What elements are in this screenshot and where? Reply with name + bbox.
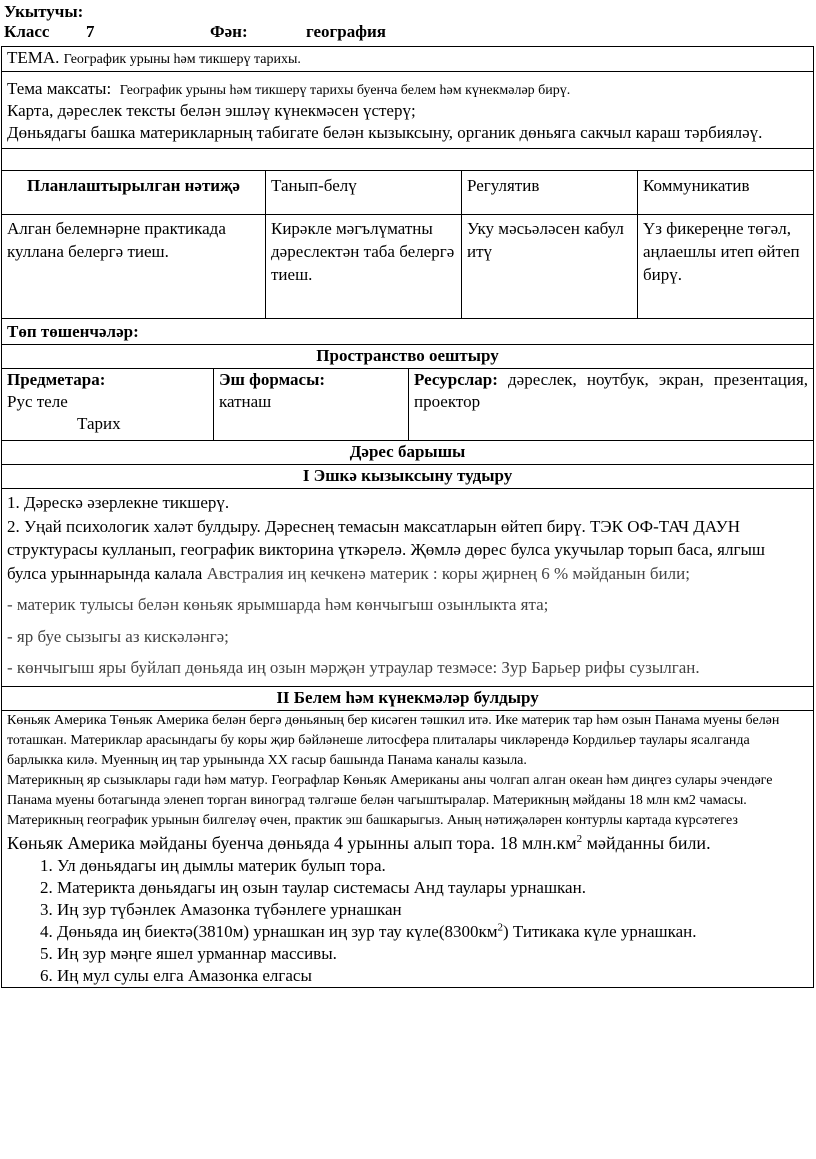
basics-label: Төп төшенчәләр: (2, 319, 814, 345)
class-label: Класс (4, 22, 50, 41)
results-cell-cognitive: Кирәкле мәгълүматны дәреслектән таба белергә тиеш. (266, 215, 462, 319)
results-header-row (2, 171, 814, 215)
goals-line3: Дөньядагы башка материкларның табигате белән кызыксыну, органик дөньяга сакчыл караш тәрбияләү. (7, 123, 763, 142)
stage1-p2a: 2. Уңай психологик халәт булдыру. Дәреснең темасын максатларын өйтеп бирү. ТЭК ОФ-ТАЧ ДАУН структурасы кулланып, географик викторина үткәрелә. Җөмлә дөрес булса укучылар торып баса, ялгыш булса урыннарында калала (7, 516, 765, 583)
list-item-4-sup: 2 (497, 920, 504, 933)
class-value: 7 (86, 22, 95, 41)
results-cell-communicative: Үз фикереңне төгәл, аңлаешлы итеп өйтеп бирү. (638, 215, 814, 319)
tema-value: Географик урыны һәм тикшерү тарихы. (63, 52, 301, 67)
stage2-p1: Көньяк Америка Төньяк Америка белән бергә дөньяның бер кисәген тәшкил итә. Ике материк тар һәм озын Панама муены белән тоташкан. Материклар арасындагы бу коры җир бәйләнеше литосфера плиталары чикләрендә Кордильер таулары ясалганда барлыкка килә. Муенның иң тар урынында XX гасыр башында Панама каналы казыла. (7, 712, 780, 768)
list-item-4-text: Дөньяда иң биектә(3810м) урнашкан иң зур тау күле(8300км (57, 921, 498, 941)
space-title: Пространство оештыру (2, 345, 814, 369)
list-item: 1. Ул дөньядагы иң дымлы материк булып тора. (57, 855, 808, 877)
list-item: 3. Иң зур түбәнлек Амазонка түбәнлеге урнашкан (57, 899, 808, 921)
stage1-title-row (2, 465, 814, 489)
goals-line2: Карта, дәреслек тексты белән эшләү күнекмәсен үстерү; (7, 101, 416, 120)
goals-line1: Географик урыны һәм тикшерү тарихы буенча белем һәм күнекмәләр бирү. (119, 83, 571, 98)
resources-label: Ресурслар: (414, 370, 498, 389)
teacher-label: Укытучы: (4, 2, 84, 21)
stage2-title-row (2, 686, 814, 710)
stage1-p1: 1. Дәрескә әзерлекне тикшерү. (7, 493, 230, 512)
forms-value: катнаш (219, 392, 272, 411)
list-item (57, 921, 808, 943)
stage1-bullet3: - көнчыгыш яры буйлап дөньяда иң озын мәрҗән утраулар тезмәсе: Зур Барьер рифы сузылган. (7, 658, 700, 677)
subject-value: география (306, 22, 386, 41)
stage2-title: II Белем һәм күнекмәләр булдыру (2, 686, 814, 710)
basics-row (2, 319, 814, 345)
stage2-p4-sup: 2 (576, 832, 583, 845)
subjects-1: Рус теле (7, 392, 68, 411)
results-header-communicative: Коммуникатив (638, 171, 814, 215)
results-cell-regulative: Уку мәсьәләсен кабул итү (462, 215, 638, 319)
lesson-plan-table (1, 46, 814, 988)
stage1-bullet1: - материк тулысы белән көньяк ярымшарда һәм көнчыгыш озынлыкта ята; (7, 595, 549, 614)
stage2-p3: Материкның географик урынын билгеләү өчен, практик эш башкарыгыз. Аның нәтиҗәләрен контурлы картада күрсәтегез (7, 812, 738, 828)
tema-label: ТЕМА. (7, 48, 60, 67)
list-item: 5. Иң зур мәңге яшел урманнар массивы. (57, 943, 808, 965)
goals-row (2, 72, 814, 149)
results-header-cognitive: Танып-белү (266, 171, 462, 215)
empty-row (2, 149, 814, 171)
class-subject-line (4, 22, 816, 42)
space-title-row (2, 345, 814, 369)
stage2-p4a: Көньяк Америка мәйданы буенча дөньяда 4 урынны алып тора. 18 млн.км (7, 832, 577, 853)
stage1-title: I Эшкә кызыксыну тудыру (2, 465, 814, 489)
facts-list (7, 855, 808, 987)
stage2-row (2, 710, 814, 987)
tema-row (2, 47, 814, 72)
subjects-label: Предметара: (7, 370, 106, 389)
stage1-bullet2: - яр буе сызыгы аз кискәләнгә; (7, 626, 229, 646)
subject-label: Фән: (210, 22, 248, 41)
results-cell-planned: Алган белемнәрне практикада куллана белергә тиеш. (2, 215, 266, 319)
space-row (2, 369, 814, 441)
list-item: 6. Иң мул сулы елга Амазонка елгасы (57, 965, 808, 987)
results-row (2, 215, 814, 319)
list-item-4-tail: ) Титикака күле урнашкан. (503, 921, 697, 941)
stage2-p2: Материкның яр сызыклары гади һәм матур. Географлар Көньяк Американы аны чолгап алган океан һәм диңгез сулары эчендәге Панама муены ботагында эленеп торган виноград тәлгәше белән чагыштыралар. Материкның мәйданы 18 млн км2 чамасы. (7, 772, 773, 808)
stage1-p2b: Австралия иң кечкенә материк : коры җирнең 6 % мәйданын били; (206, 563, 690, 583)
resources-value: дәреслек, ноутбук, экран, презентация, проектор (414, 370, 809, 411)
stage2-p4b: мәйданны били. (582, 832, 711, 853)
lesson-title: Дәрес барышы (2, 441, 814, 465)
stage1-row (2, 489, 814, 687)
lesson-title-row (2, 441, 814, 465)
results-header-regulative: Регулятив (462, 171, 638, 215)
forms-label: Эш формасы: (219, 370, 326, 389)
goals-label: Тема максаты: (7, 79, 112, 98)
results-header-planned: Планлаштырылган нәтиҗә (2, 171, 266, 215)
list-item: 2. Материкта дөньядагы иң озын таулар системасы Анд таулары урнашкан. (57, 877, 808, 899)
subjects-2: Тарих (77, 414, 121, 433)
